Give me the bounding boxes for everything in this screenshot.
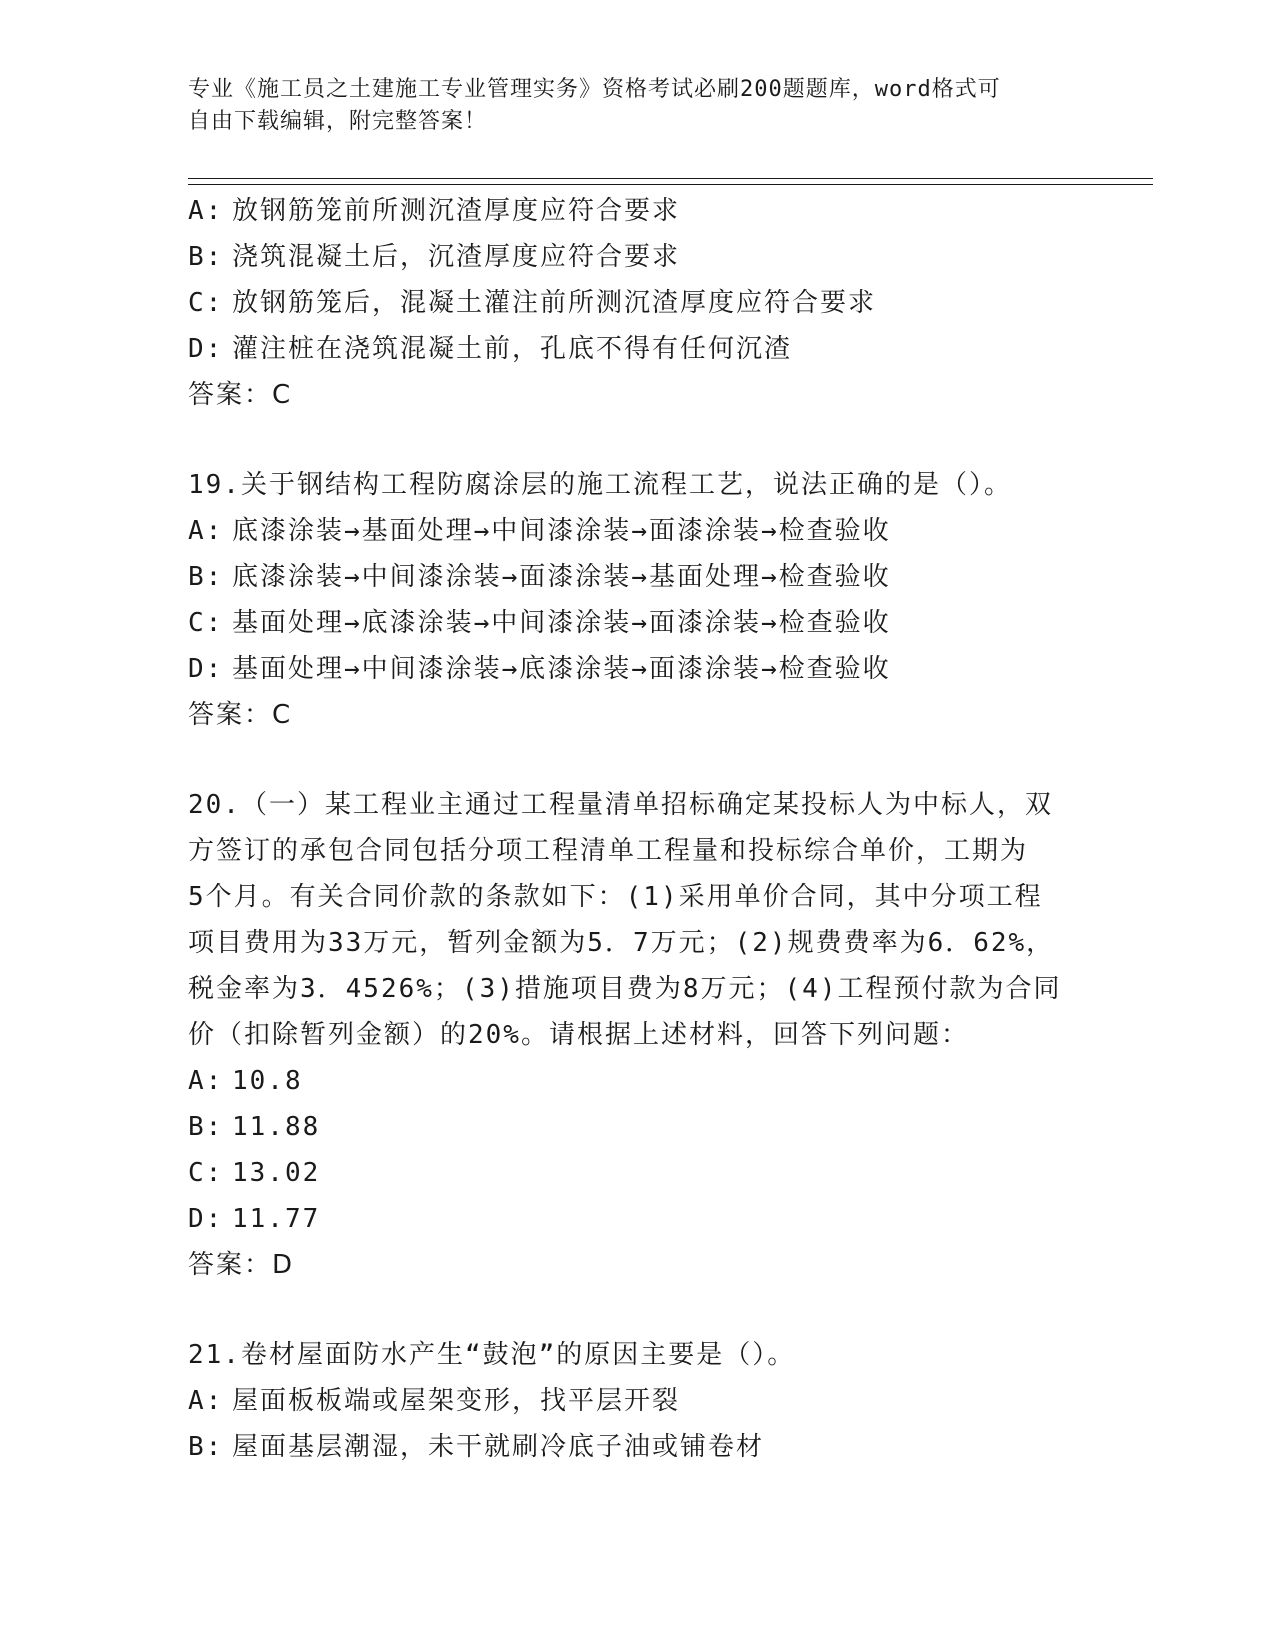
spacer xyxy=(188,738,1068,782)
answer: 答案：D xyxy=(188,1250,295,1280)
answer: 答案：C xyxy=(188,700,293,730)
spacer xyxy=(188,1288,1068,1332)
question-stem-line: 方签订的承包合同包括分项工程清单工程量和投标综合单价，工期为 xyxy=(188,836,1029,866)
option-c: C: 基面处理→底漆涂装→中间漆涂装→面漆涂装→检查验收 xyxy=(188,608,891,638)
header-title-line-2: 自由下载编辑，附完整答案！ xyxy=(188,109,488,134)
option-c: C: 13.02 xyxy=(188,1158,321,1188)
option-a: A: 10.8 xyxy=(188,1066,303,1096)
option-c: C: 放钢筋笼后，混凝土灌注前所测沉渣厚度应符合要求 xyxy=(188,288,877,318)
header-divider xyxy=(188,178,1153,185)
option-d: D: 基面处理→中间漆涂装→底漆涂装→面漆涂装→检查验收 xyxy=(188,654,891,684)
question-content xyxy=(188,188,1068,1470)
option-a: A: 底漆涂装→基面处理→中间漆涂装→面漆涂装→检查验收 xyxy=(188,516,891,546)
option-b: B: 屋面基层潮湿，未干就刷冷底子油或铺卷材 xyxy=(188,1432,765,1462)
option-d: D: 11.77 xyxy=(188,1204,321,1234)
question-stem: 19.关于钢结构工程防腐涂层的施工流程工艺，说法正确的是（）。 xyxy=(188,470,1012,500)
option-d: D: 灌注桩在浇筑混凝土前，孔底不得有任何沉渣 xyxy=(188,334,793,364)
header-title-line-1: 专业《施工员之土建施工专业管理实务》资格考试必刷200题题库，word格式可 xyxy=(188,77,1001,102)
question-stem-line: 5个月。有关合同价款的条款如下：(1)采用单价合同，其中分项工程 xyxy=(188,882,1043,912)
question-20 xyxy=(188,782,1068,1288)
option-b: B: 底漆涂装→中间漆涂装→面漆涂装→基面处理→检查验收 xyxy=(188,562,891,592)
question-19 xyxy=(188,462,1068,738)
question-stem-line: 20.（一）某工程业主通过工程量清单招标确定某投标人为中标人，双 xyxy=(188,790,1053,820)
option-b: B: 11.88 xyxy=(188,1112,321,1142)
question-21 xyxy=(188,1332,1068,1470)
spacer xyxy=(188,418,1068,462)
question-18 xyxy=(188,188,1068,418)
question-stem-line: 项目费用为33万元，暂列金额为5．7万元；(2)规费费率为6．62%， xyxy=(188,928,1055,958)
question-stem: 21.卷材屋面防水产生“鼓泡”的原因主要是（）。 xyxy=(188,1340,796,1370)
option-a: A: 放钢筋笼前所测沉渣厚度应符合要求 xyxy=(188,196,681,226)
question-stem-line: 价（扣除暂列金额）的20%。请根据上述材料，回答下列问题： xyxy=(188,1020,969,1050)
answer: 答案：C xyxy=(188,380,293,410)
option-a: A: 屋面板板端或屋架变形，找平层开裂 xyxy=(188,1386,681,1416)
option-b: B: 浇筑混凝土后，沉渣厚度应符合要求 xyxy=(188,242,681,272)
document-header xyxy=(188,74,1068,138)
question-stem-line: 税金率为3．4526%；(3)措施项目费为8万元；(4)工程预付款为合同 xyxy=(188,974,1062,1004)
